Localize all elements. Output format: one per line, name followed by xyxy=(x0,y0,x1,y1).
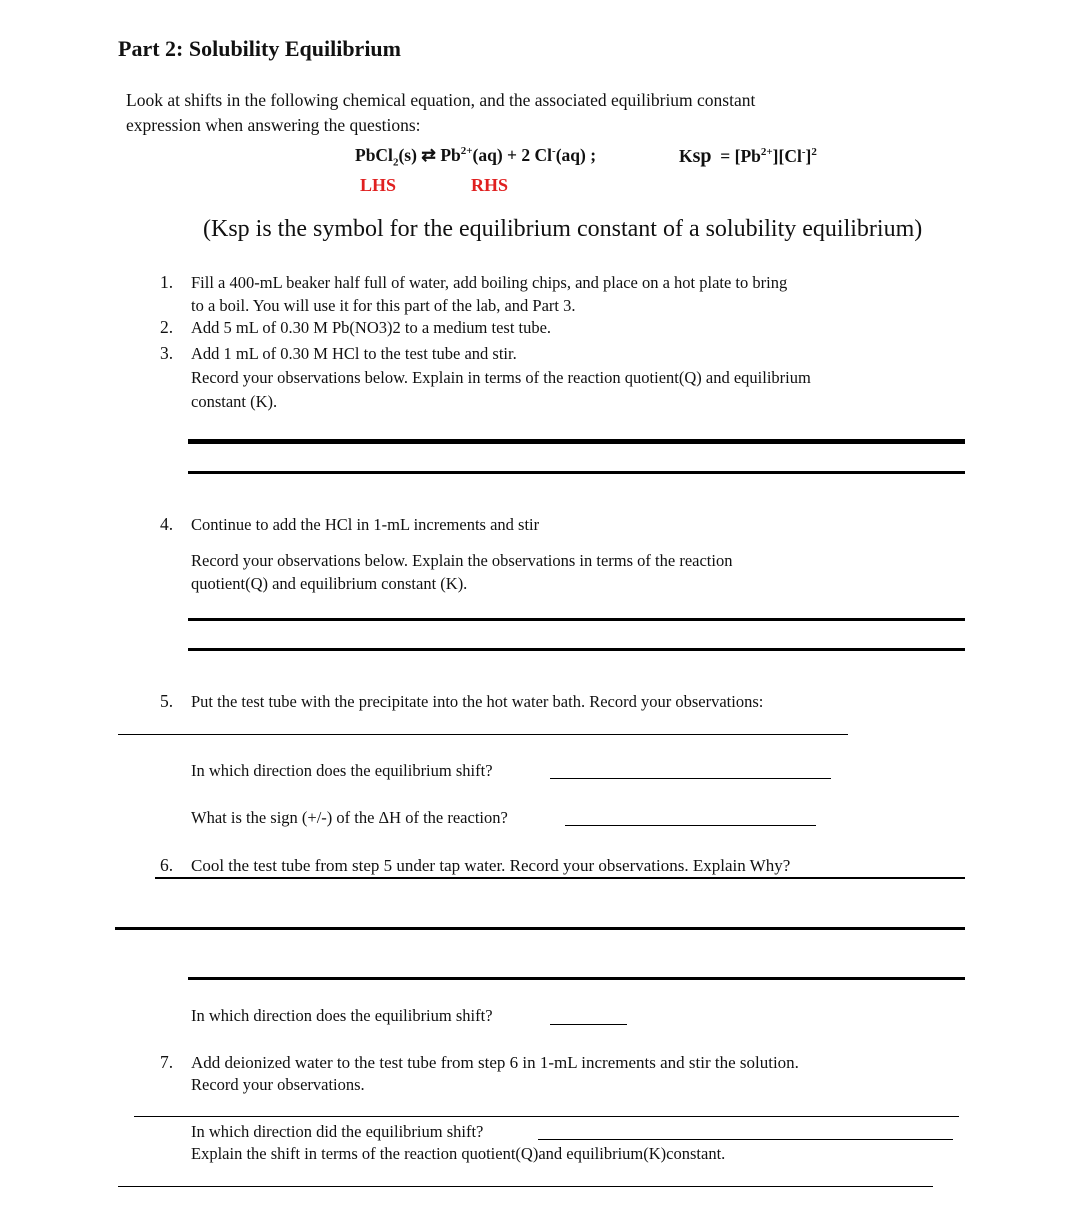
answer-line-4b[interactable] xyxy=(188,648,965,651)
answer-blank-6-direction[interactable] xyxy=(550,1024,627,1025)
answer-blank-5-sign[interactable] xyxy=(565,825,816,826)
ksp-expression xyxy=(679,145,817,168)
answer-line-3a[interactable] xyxy=(188,439,965,444)
step-7-question-direction: In which direction did the equilibrium shift? xyxy=(191,1122,484,1141)
ksp-expr-b: ][Cl xyxy=(772,146,802,166)
answer-line-5[interactable] xyxy=(118,734,848,735)
step-5-question-direction: In which direction does the equilibrium shift? xyxy=(191,761,493,780)
note-open: (K xyxy=(203,216,229,242)
ksp-k: K xyxy=(679,146,693,166)
ksp-expr-a: = [Pb xyxy=(720,146,761,166)
step-6-number: 6. xyxy=(160,855,174,875)
intro-line-1: Look at shifts in the following chemical equation, and the associated equilibrium constant xyxy=(126,90,756,110)
step-3-text-3: constant (K). xyxy=(191,392,278,411)
answer-line-3b[interactable] xyxy=(188,471,965,474)
step-7-text-2: Record your observations. xyxy=(191,1075,365,1094)
step-3-text-2: Record your observations below. Explain in terms of the reaction quotient(Q) and equilibrium xyxy=(191,368,811,387)
answer-line-7[interactable] xyxy=(134,1116,959,1117)
ksp-expr-c: ] xyxy=(805,146,812,166)
step-1-text-2: to a boil. You will use it for this part of the lab, and Part 3. xyxy=(191,296,576,315)
step-4-text: Continue to add the HCl in 1-mL increments and stir xyxy=(191,515,540,534)
step-3-text: Add 1 mL of 0.30 M HCl to the test tube and stir. xyxy=(191,344,517,363)
step-5-text: Put the test tube with the precipitate into the hot water bath. Record your observations: xyxy=(191,692,764,711)
answer-blank-5-direction[interactable] xyxy=(550,778,831,779)
eq-product2-charge: - xyxy=(552,145,556,158)
step-7-text: Add deionized water to the test tube from step 6 in 1-mL increments and stir the solution. xyxy=(191,1053,799,1072)
eq-product1: Pb xyxy=(440,145,461,165)
step-1-text: Fill a 400-mL beaker half full of water, add boiling chips, and place on a hot plate to bring xyxy=(191,273,788,292)
eq-product2-state: (aq) ; xyxy=(555,145,597,165)
step-7-question-explain: Explain the shift in terms of the reaction quotient(Q)and equilibrium(K)constant. xyxy=(191,1144,726,1163)
answer-blank-7-direction[interactable] xyxy=(538,1139,953,1140)
note-rest: is the symbol for the equilibrium constant of a solubility equilibrium) xyxy=(249,216,923,242)
step-4-text-3: quotient(Q) and equilibrium constant (K). xyxy=(191,574,468,593)
ksp-expr-power: 2 xyxy=(811,146,817,159)
step-6-underline xyxy=(155,877,965,879)
note-sp: sp xyxy=(228,216,250,242)
step-7-number: 7. xyxy=(160,1052,174,1072)
eq-reactant-state: (s) xyxy=(398,145,417,165)
answer-line-4a[interactable] xyxy=(188,618,965,621)
rhs-label: RHS xyxy=(471,175,509,195)
eq-reactant: PbCl xyxy=(355,145,393,165)
step-4-number: 4. xyxy=(160,514,174,534)
ksp-expr-charge2: - xyxy=(801,146,806,159)
lhs-label: LHS xyxy=(360,175,397,195)
step-2-text: Add 5 mL of 0.30 M Pb(NO3)2 to a medium test tube. xyxy=(191,318,552,337)
answer-line-6b[interactable] xyxy=(188,977,965,980)
eq-reactant-sub: 2 xyxy=(392,156,399,169)
eq-product1-state: (aq) + 2 Cl xyxy=(472,145,553,165)
step-1-number: 1. xyxy=(160,272,174,292)
step-2-number: 2. xyxy=(160,317,174,337)
step-6-text: Cool the test tube from step 5 under tap water. Record your observations. Explain Why? xyxy=(191,856,791,875)
intro-line-2: expression when answering the questions: xyxy=(126,115,421,135)
answer-line-6a[interactable] xyxy=(115,927,965,930)
step-5-number: 5. xyxy=(160,691,174,711)
eq-product1-charge: 2+ xyxy=(460,145,473,158)
step-6-question-direction: In which direction does the equilibrium shift? xyxy=(191,1006,493,1025)
chemical-equation xyxy=(355,145,597,169)
page-title: Part 2: Solubility Equilibrium xyxy=(118,36,401,61)
answer-line-7-explain[interactable] xyxy=(118,1186,933,1187)
ksp-sp: sp xyxy=(692,145,712,167)
step-4-text-2: Record your observations below. Explain the observations in terms of the reaction xyxy=(191,551,733,570)
ksp-expr-charge1: 2+ xyxy=(760,146,773,159)
equilibrium-arrow-icon: ⇄ xyxy=(421,145,436,165)
step-5-question-sign: What is the sign (+/-) of the ΔH of the reaction? xyxy=(191,808,508,827)
ksp-note xyxy=(203,216,922,243)
step-3-number: 3. xyxy=(160,343,174,363)
